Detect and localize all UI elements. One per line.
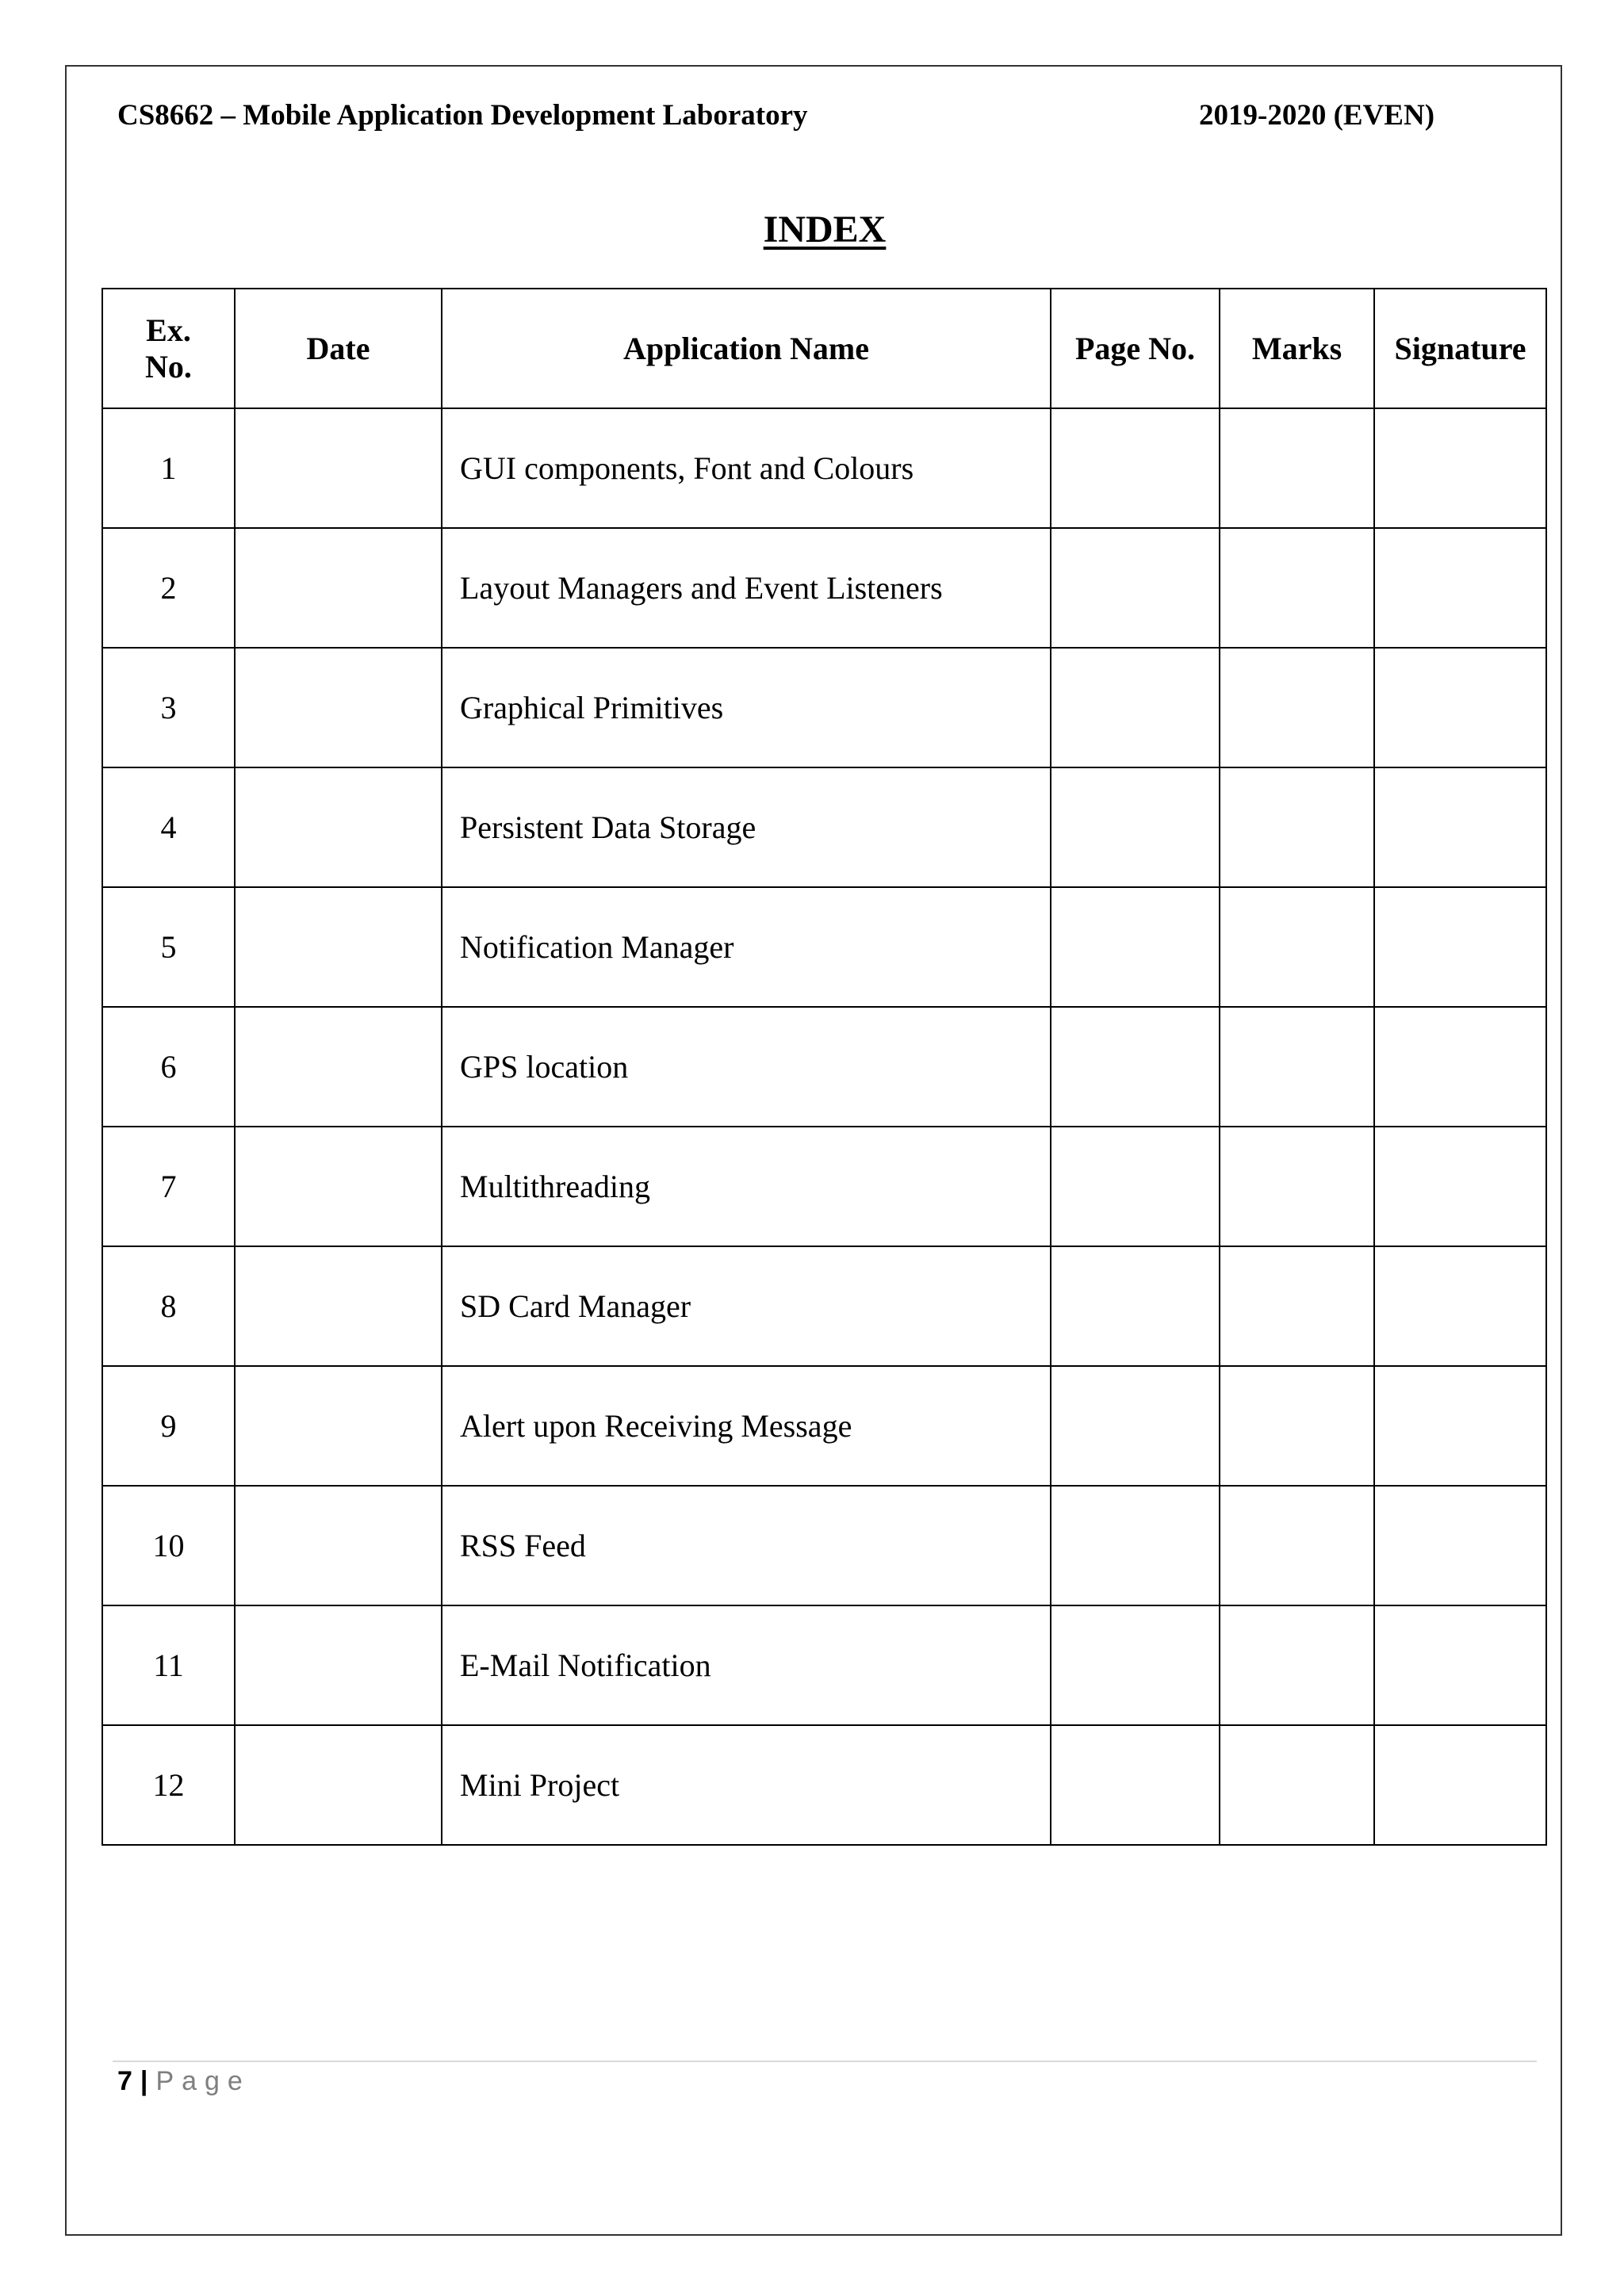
cell-ex-no: 7 xyxy=(102,1127,235,1246)
table-row xyxy=(102,648,1546,767)
table-row xyxy=(102,1486,1546,1605)
cell-ex-no: 12 xyxy=(102,1725,235,1845)
academic-year: 2019-2020 (EVEN) xyxy=(1199,99,1435,132)
cell-marks xyxy=(1220,1007,1374,1127)
cell-marks xyxy=(1220,1127,1374,1246)
cell-date xyxy=(235,767,442,887)
cell-marks xyxy=(1220,1486,1374,1605)
cell-date xyxy=(235,1007,442,1127)
cell-page-no xyxy=(1051,887,1220,1007)
cell-application-name: Notification Manager xyxy=(442,887,1051,1007)
page-number: 7 xyxy=(117,2066,132,2096)
cell-marks xyxy=(1220,1605,1374,1725)
table-row xyxy=(102,408,1546,528)
cell-date xyxy=(235,1246,442,1366)
cell-marks xyxy=(1220,528,1374,648)
cell-page-no xyxy=(1051,528,1220,648)
cell-signature xyxy=(1374,767,1546,887)
cell-ex-no: 6 xyxy=(102,1007,235,1127)
cell-signature xyxy=(1374,1605,1546,1725)
cell-date xyxy=(235,648,442,767)
cell-date xyxy=(235,1486,442,1605)
table-row xyxy=(102,1725,1546,1845)
cell-application-name: RSS Feed xyxy=(442,1486,1051,1605)
table-header-row xyxy=(102,289,1546,408)
table-row xyxy=(102,1366,1546,1486)
cell-signature xyxy=(1374,1007,1546,1127)
cell-page-no xyxy=(1051,408,1220,528)
cell-application-name: SD Card Manager xyxy=(442,1246,1051,1366)
table-row xyxy=(102,1246,1546,1366)
footer-separator: | xyxy=(140,2066,148,2096)
cell-signature xyxy=(1374,1366,1546,1486)
cell-ex-no: 9 xyxy=(102,1366,235,1486)
footer-divider xyxy=(113,2061,1537,2062)
cell-date xyxy=(235,1127,442,1246)
cell-page-no xyxy=(1051,1486,1220,1605)
cell-page-no xyxy=(1051,1725,1220,1845)
cell-ex-no: 2 xyxy=(102,528,235,648)
cell-application-name: GPS location xyxy=(442,1007,1051,1127)
cell-application-name: GUI components, Font and Colours xyxy=(442,408,1051,528)
header-marks: Marks xyxy=(1220,289,1374,408)
cell-marks xyxy=(1220,648,1374,767)
table-row xyxy=(102,887,1546,1007)
cell-application-name: Graphical Primitives xyxy=(442,648,1051,767)
cell-signature xyxy=(1374,1725,1546,1845)
table-row xyxy=(102,767,1546,887)
cell-ex-no: 8 xyxy=(102,1246,235,1366)
cell-marks xyxy=(1220,1725,1374,1845)
cell-application-name: Mini Project xyxy=(442,1725,1051,1845)
cell-ex-no: 11 xyxy=(102,1605,235,1725)
cell-marks xyxy=(1220,1366,1374,1486)
cell-date xyxy=(235,408,442,528)
table-row xyxy=(102,1007,1546,1127)
cell-page-no xyxy=(1051,1366,1220,1486)
cell-date xyxy=(235,1605,442,1725)
cell-marks xyxy=(1220,887,1374,1007)
page-footer xyxy=(117,2066,251,2097)
cell-application-name: Multithreading xyxy=(442,1127,1051,1246)
index-table xyxy=(102,288,1547,1846)
cell-page-no xyxy=(1051,648,1220,767)
cell-ex-no: 1 xyxy=(102,408,235,528)
cell-signature xyxy=(1374,1246,1546,1366)
cell-signature xyxy=(1374,648,1546,767)
cell-signature xyxy=(1374,408,1546,528)
cell-date xyxy=(235,528,442,648)
cell-application-name: Persistent Data Storage xyxy=(442,767,1051,887)
header-signature: Signature xyxy=(1374,289,1546,408)
course-title: CS8662 – Mobile Application Development Laboratory xyxy=(117,99,808,132)
cell-date xyxy=(235,1725,442,1845)
cell-date xyxy=(235,1366,442,1486)
table-row xyxy=(102,1605,1546,1725)
page-title: INDEX xyxy=(763,209,887,251)
cell-page-no xyxy=(1051,767,1220,887)
table-row xyxy=(102,528,1546,648)
cell-page-no xyxy=(1051,1127,1220,1246)
header-ex-no-label: Ex. No. xyxy=(145,312,192,385)
cell-marks xyxy=(1220,408,1374,528)
cell-ex-no: 10 xyxy=(102,1486,235,1605)
table-row xyxy=(102,1127,1546,1246)
cell-date xyxy=(235,887,442,1007)
cell-page-no xyxy=(1051,1007,1220,1127)
cell-signature xyxy=(1374,1127,1546,1246)
cell-marks xyxy=(1220,1246,1374,1366)
header-ex-no xyxy=(102,289,235,408)
header-application-name: Application Name xyxy=(442,289,1051,408)
cell-page-no xyxy=(1051,1246,1220,1366)
cell-signature xyxy=(1374,887,1546,1007)
cell-signature xyxy=(1374,1486,1546,1605)
cell-application-name: E-Mail Notification xyxy=(442,1605,1051,1725)
cell-page-no xyxy=(1051,1605,1220,1725)
cell-ex-no: 3 xyxy=(102,648,235,767)
header-date: Date xyxy=(235,289,442,408)
cell-application-name: Alert upon Receiving Message xyxy=(442,1366,1051,1486)
cell-marks xyxy=(1220,767,1374,887)
cell-signature xyxy=(1374,528,1546,648)
cell-application-name: Layout Managers and Event Listeners xyxy=(442,528,1051,648)
cell-ex-no: 4 xyxy=(102,767,235,887)
header-page-no: Page No. xyxy=(1051,289,1220,408)
page-label: Page xyxy=(155,2066,251,2096)
cell-ex-no: 5 xyxy=(102,887,235,1007)
